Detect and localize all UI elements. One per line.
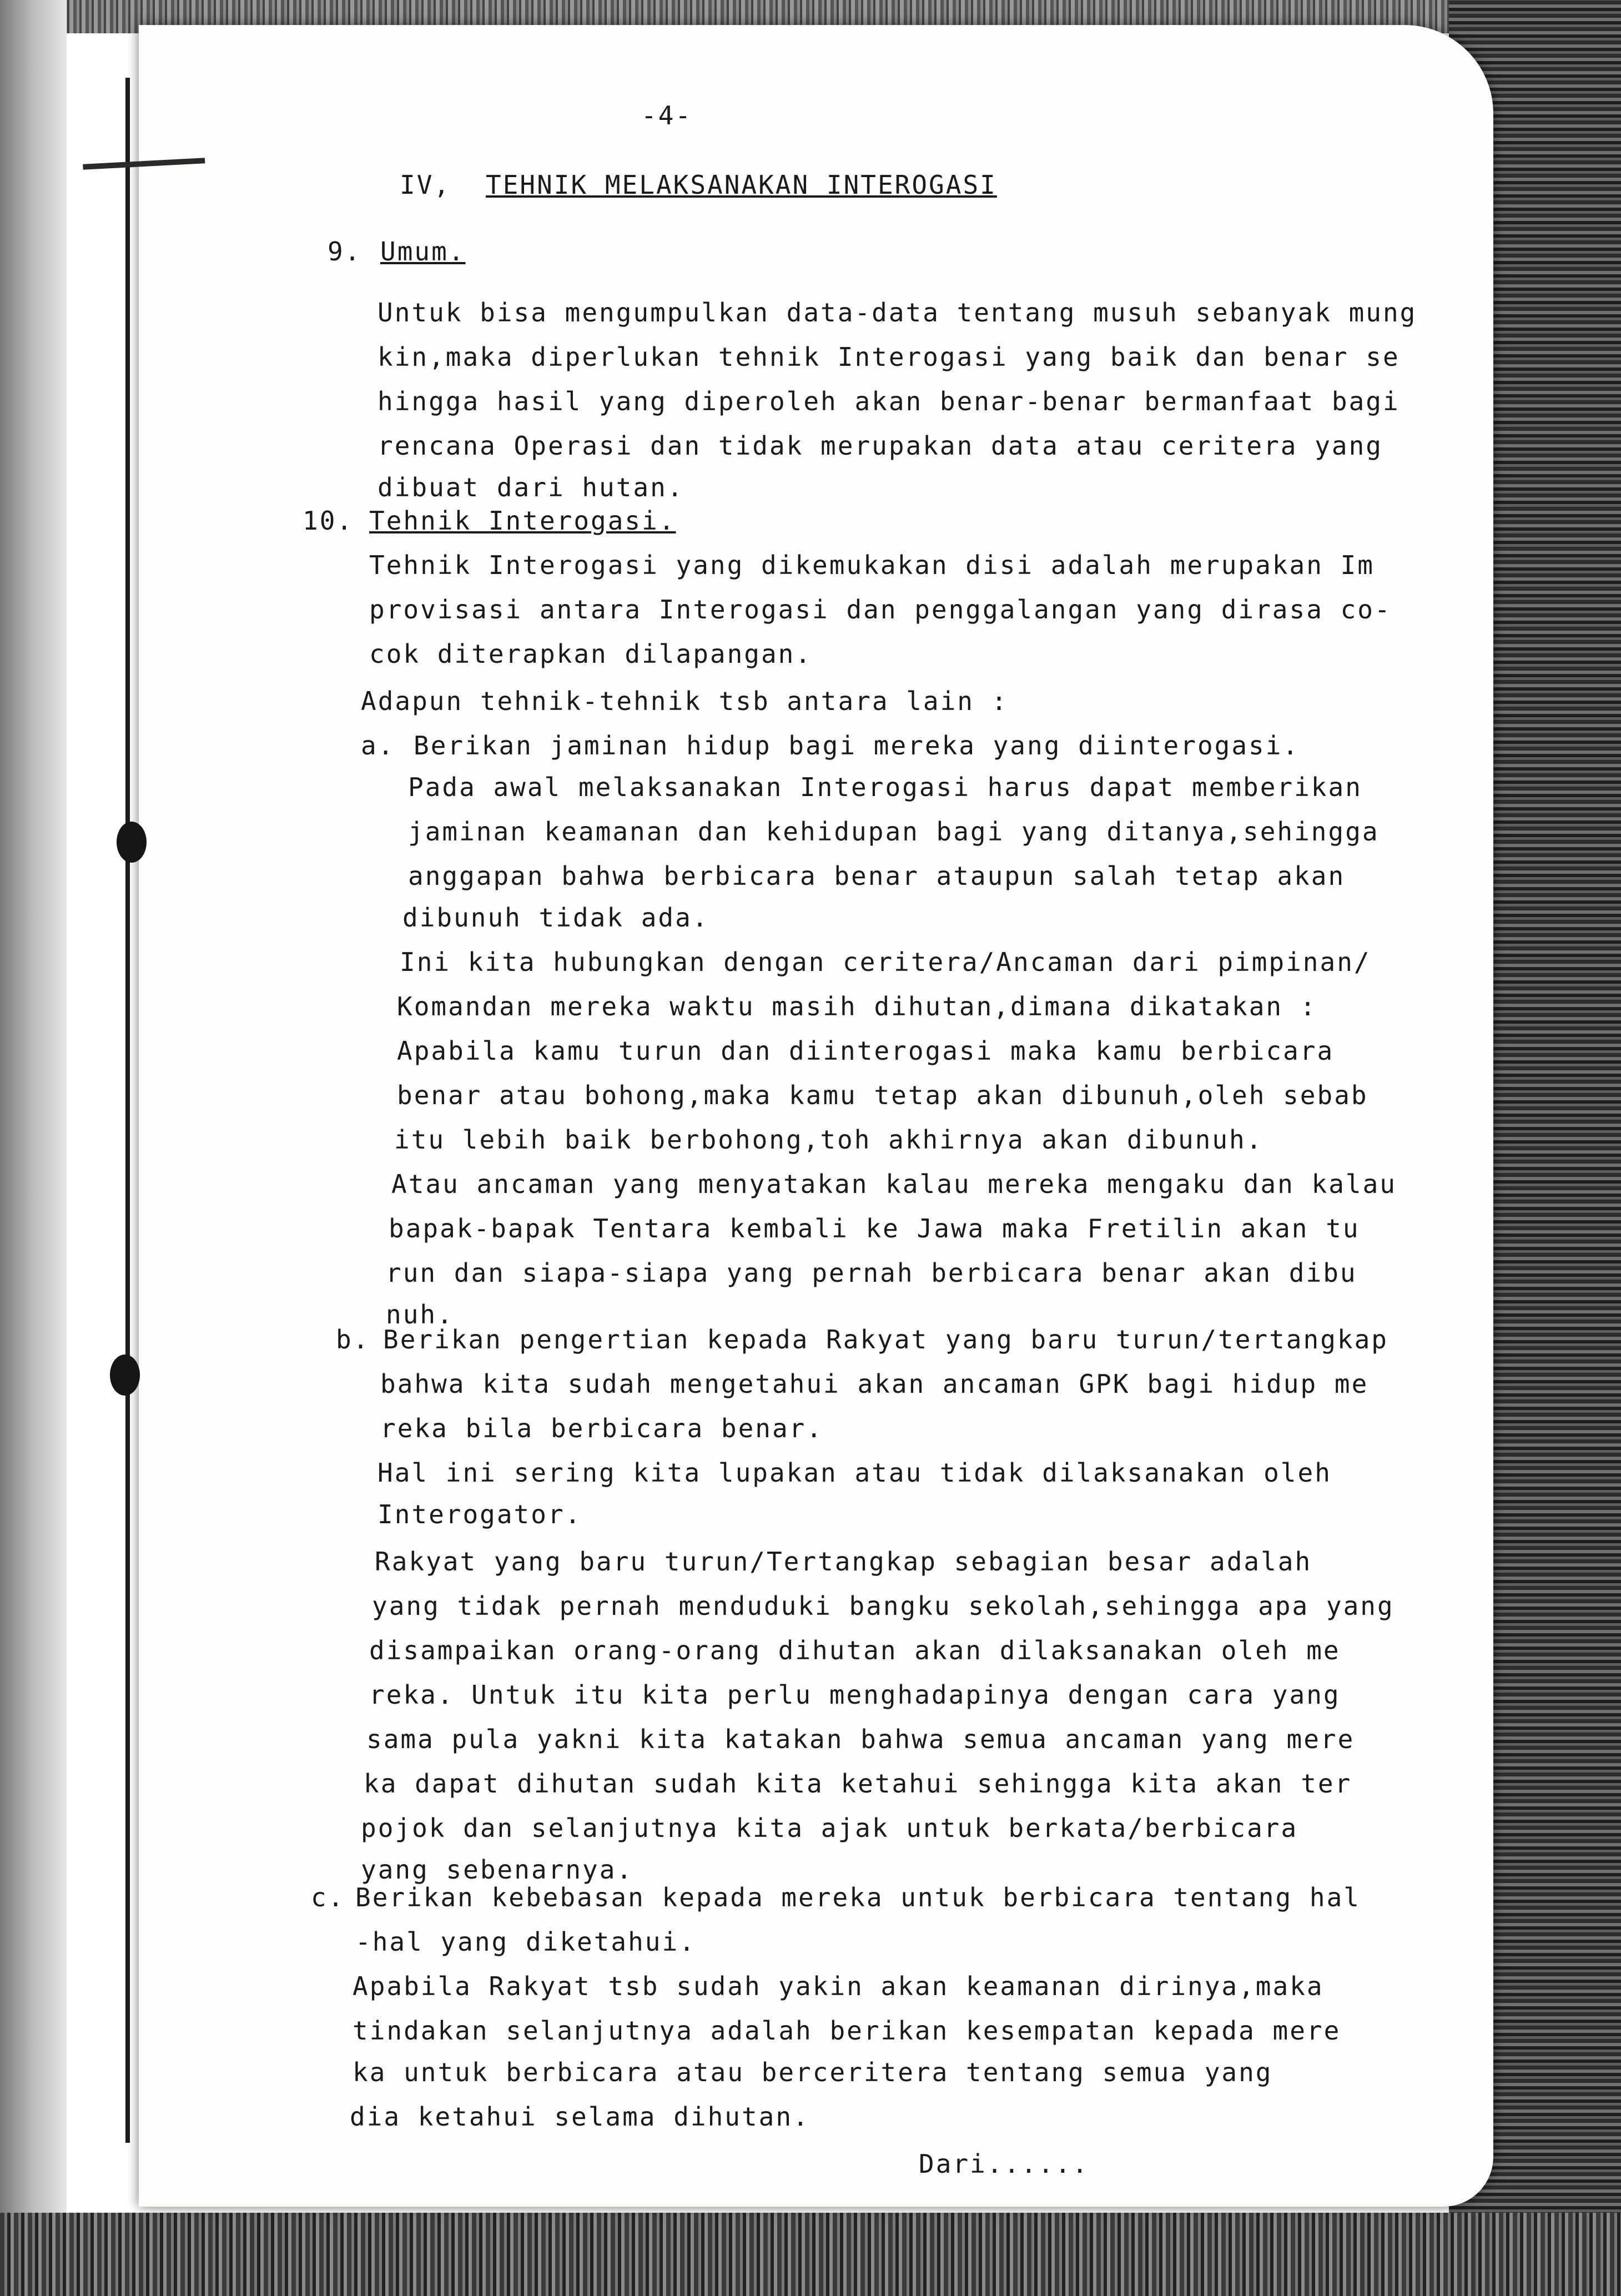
list-item-line: Apabila Rakyat tsb sudah yakin akan keamanan dirinya,maka	[353, 1971, 1324, 2001]
list-item-line: anggapan bahwa berbicara benar ataupun salah tetap akan	[408, 861, 1346, 891]
list-item-line: sama pula yakni kita katakan bahwa semua ancaman yang mere	[366, 1724, 1355, 1754]
list-item-line: ka dapat dihutan sudah kita ketahui sehingga kita akan ter	[364, 1769, 1352, 1799]
list-item-line: run dan siapa-siapa yang pernah berbicara benar akan dibu	[386, 1258, 1357, 1288]
paragraph-line: provisasi antara Interogasi dan penggalangan yang dirasa co-	[369, 595, 1392, 625]
list-item-line: bapak-bapak Tentara kembali ke Jawa maka Fretilin akan tu	[389, 1214, 1360, 1243]
section-number: IV,	[400, 170, 451, 200]
item-title: Umum.	[380, 236, 466, 266]
list-item-line: Apabila kamu turun dan diinterogasi maka kamu berbicara	[397, 1036, 1335, 1066]
list-item-line: Pada awal melaksanakan Interogasi harus dapat memberikan	[408, 772, 1362, 802]
list-item-line: jaminan keamanan dan kehidupan bagi yang ditanya,sehingga	[408, 817, 1380, 847]
list-item-line: -hal yang diketahui.	[355, 1927, 696, 1957]
list-item-line: Rakyat yang baru turun/Tertangkap sebagian besar adalah	[375, 1547, 1312, 1577]
binding-knot	[110, 1355, 140, 1396]
list-item-line: Berikan jaminan hidup bagi mereka yang diinterogasi.	[414, 731, 1300, 761]
item-title: Tehnik Interogasi.	[369, 506, 676, 536]
paragraph-line: Adapun tehnik-tehnik tsb antara lain :	[361, 686, 1009, 716]
paragraph-line: cok diterapkan dilapangan.	[369, 639, 813, 669]
paragraph-line: Untuk bisa mengumpulkan data-data tentang musuh sebanyak mung	[377, 298, 1417, 328]
scan-border-bottom	[0, 2213, 1621, 2296]
paragraph-line: dibuat dari hutan.	[377, 472, 684, 502]
list-item-line: yang tidak pernah menduduki bangku sekolah,sehingga apa yang	[372, 1591, 1395, 1621]
list-marker: a.	[361, 731, 395, 761]
list-item-line: Berikan kebebasan kepada mereka untuk berbicara tentang hal	[355, 1882, 1361, 1912]
page-number: -4-	[641, 100, 693, 130]
list-item-line: Berikan pengertian kepada Rakyat yang baru turun/tertangkap	[383, 1325, 1388, 1355]
list-item-line: benar atau bohong,maka kamu tetap akan dibunuh,oleh sebab	[397, 1080, 1368, 1110]
list-item-line: Interogator.	[377, 1499, 582, 1529]
footer-catchword: Dari......	[919, 2149, 1089, 2179]
scan-border-left	[0, 0, 67, 2296]
list-item-line: dia ketahui selama dihutan.	[350, 2102, 810, 2132]
list-marker: c.	[311, 1882, 345, 1912]
list-item-line: Komandan mereka waktu masih dihutan,dimana dikatakan :	[397, 991, 1317, 1021]
list-item-line: Ini kita hubungkan dengan ceritera/Ancaman dari pimpinan/	[400, 947, 1371, 977]
binding-knot	[117, 822, 147, 863]
paragraph-line: Tehnik Interogasi yang dikemukakan disi adalah merupakan Im	[369, 550, 1375, 580]
list-item-line: reka bila berbicara benar.	[380, 1413, 824, 1443]
list-item-line: dibunuh tidak ada.	[402, 903, 709, 933]
list-item-line: itu lebih baik berbohong,toh akhirnya akan dibunuh.	[394, 1125, 1263, 1155]
list-item-line: tindakan selanjutnya adalah berikan kesempatan kepada mere	[353, 2016, 1341, 2046]
section-title: TEHNIK MELAKSANAKAN INTEROGASI	[486, 170, 997, 200]
item-number: 10.	[303, 506, 354, 536]
paragraph-line: hingga hasil yang diperoleh akan benar-benar bermanfaat bagi	[377, 386, 1400, 416]
list-item-line: nuh.	[386, 1300, 454, 1330]
list-item-line: pojok dan selanjutnya kita ajak untuk berkata/berbicara	[361, 1813, 1298, 1843]
list-item-line: ka untuk berbicara atau berceritera tentang semua yang	[353, 2057, 1273, 2087]
list-item-line: Atau ancaman yang menyatakan kalau mereka mengaku dan kalau	[391, 1169, 1397, 1199]
list-item-line: disampaikan orang-orang dihutan akan dilaksanakan oleh me	[369, 1635, 1341, 1665]
paragraph-line: rencana Operasi dan tidak merupakan data atau ceritera yang	[377, 431, 1383, 461]
list-item-line: Hal ini sering kita lupakan atau tidak dilaksanakan oleh	[377, 1458, 1332, 1488]
binding-string	[125, 78, 130, 2143]
list-item-line: yang sebenarnya.	[361, 1855, 634, 1885]
list-item-line: reka. Untuk itu kita perlu menghadapinya dengan cara yang	[369, 1680, 1341, 1710]
item-number: 9.	[328, 236, 362, 266]
list-marker: b.	[336, 1325, 370, 1355]
list-item-line: bahwa kita sudah mengetahui akan ancaman GPK bagi hidup me	[380, 1369, 1369, 1399]
paragraph-line: kin,maka diperlukan tehnik Interogasi yang baik dan benar se	[377, 342, 1400, 372]
